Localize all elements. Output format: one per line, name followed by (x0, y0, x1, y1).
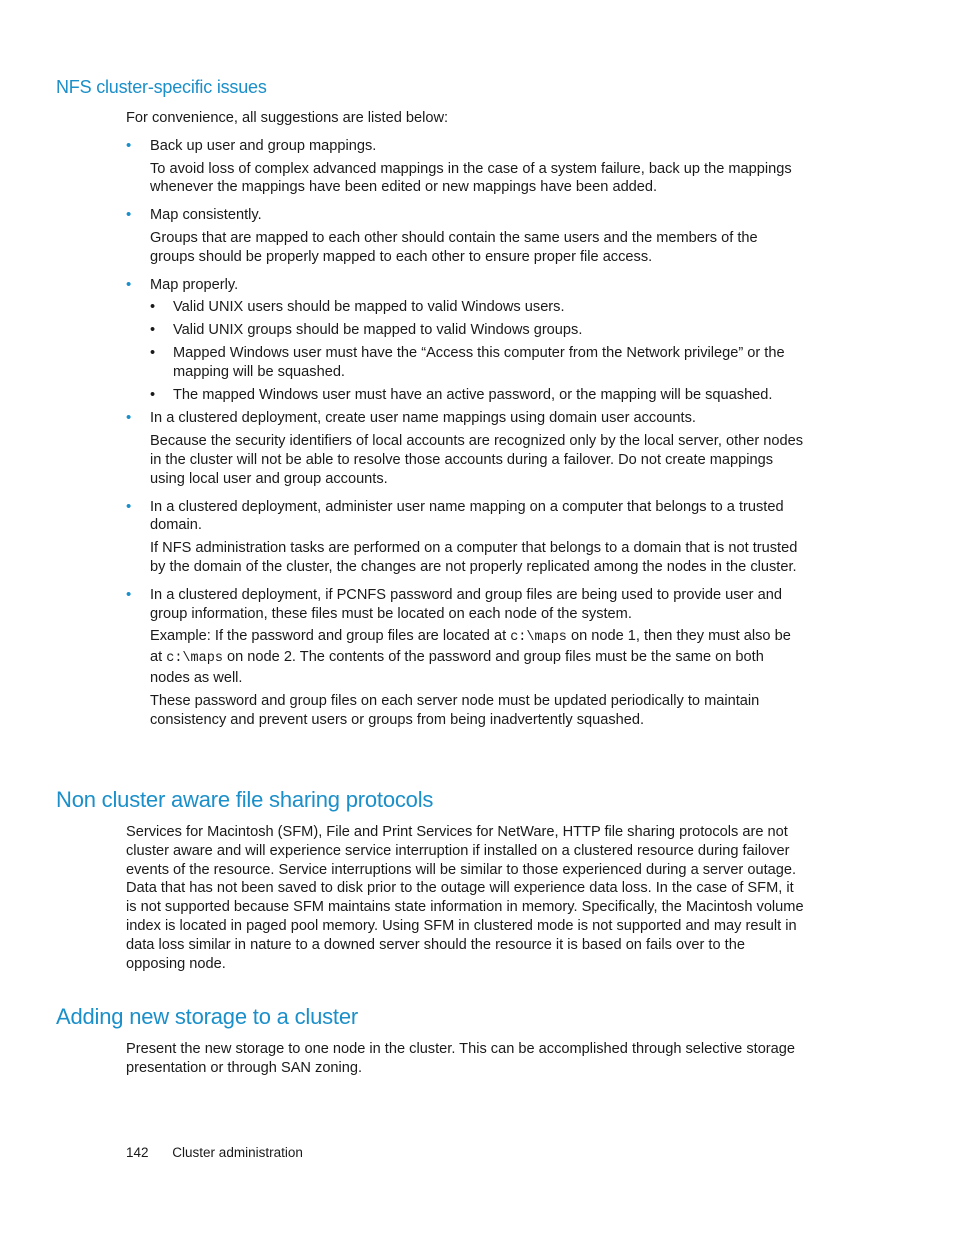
noncluster-paragraph: Services for Macintosh (SFM), File and Print Services for NetWare, HTTP file sharing protocols are not cluster aware and will experience service interruption if installed on a clustered resource during failover events of the resource. Service interruptions will be similar to those experienced during a server outage. Data that has not been saved to disk prior to the outage will experience data loss. In the case of SFM, it is not supported because SFM maintains state information in memory. Specifically, the Macintosh volume index is located in paged pool memory. Using SFM in clustered mode is not supported and may result in data loss similar in nature to a downed server should the resource it is based on fails over to the opposing node. (126, 824, 804, 972)
sub-bullet-text: The mapped Windows user must have an active password, or the mapping will be squashed. (173, 386, 773, 403)
chapter-title: Cluster administration (172, 1145, 303, 1160)
bullet-icon: • (126, 206, 132, 224)
storage-section-body (126, 1040, 806, 1078)
sub-bullet-list (150, 298, 806, 404)
bullet-detail: If NFS administration tasks are performed on a computer that belongs to a domain that is not trusted by the domain of the cluster, the changes are not properly replicated among the nodes in the cluster. (150, 540, 798, 575)
nfs-bullet-list (126, 137, 806, 730)
example-text: on node 2. The contents of the password and group files must be the same on both nodes as well. (150, 649, 764, 686)
sub-bullet-icon: • (150, 344, 156, 361)
page-number: 142 (126, 1145, 149, 1160)
noncluster-section-body (126, 823, 806, 973)
bullet-title: Back up user and group mappings. (150, 137, 377, 154)
sub-list-item (150, 344, 806, 382)
sub-bullet-icon: • (150, 386, 156, 403)
list-item (126, 409, 806, 488)
section-title-nfs: NFS cluster-specific issues (56, 77, 267, 97)
sub-bullet-icon: • (150, 322, 156, 339)
list-item (126, 586, 806, 730)
bullet-title: In a clustered deployment, if PCNFS password and group files are being used to provide user and group information, these files must be located on each node of the system. (150, 586, 782, 622)
sub-list-item (150, 298, 806, 317)
sub-bullet-icon: • (150, 299, 156, 316)
bullet-icon: • (126, 497, 132, 515)
example-text: Example: If the password and group files are located at (150, 628, 511, 645)
bullet-icon: • (126, 275, 132, 293)
list-item (126, 276, 806, 405)
bullet-title: Map properly. (150, 276, 239, 293)
bullet-icon: • (126, 136, 132, 154)
bullet-detail: To avoid loss of complex advanced mappings in the case of a system failure, back up the mappings whenever the mappings have been edited or new mappings have been added. (150, 160, 792, 196)
list-item (126, 498, 806, 577)
bullet-title: In a clustered deployment, create user name mappings using domain user accounts. (150, 410, 696, 427)
sub-list-item (150, 386, 806, 405)
nfs-section-body (126, 109, 806, 729)
path-code: c:\maps (166, 651, 223, 667)
bullet-title: In a clustered deployment, administer user name mapping on a computer that belongs to a trusted domain. (150, 498, 784, 534)
bullet-detail: Because the security identifiers of local accounts are recognized only by the local server, other nodes in the cluster will not be able to resolve those accounts during a failover. Do not create mappings using local user and group accounts. (150, 433, 804, 487)
bullet-icon: • (126, 409, 132, 427)
example-text: on node 1, then they must also be at (150, 628, 791, 666)
nfs-intro: For convenience, all suggestions are listed below: (126, 110, 449, 126)
sub-bullet-text: Mapped Windows user must have the “Access this computer from the Network privilege” or the mapping will be squashed. (173, 344, 785, 380)
page-footer (126, 1145, 303, 1160)
bullet-detail: Groups that are mapped to each other should contain the same users and the members of the groups should be properly mapped to each other to ensure proper file access. (150, 229, 758, 265)
sub-bullet-text: Valid UNIX users should be mapped to valid Windows users. (173, 299, 565, 316)
bullet-icon: • (126, 585, 132, 603)
section-title-noncluster: Non cluster aware file sharing protocols (56, 787, 434, 812)
sub-bullet-text: Valid UNIX groups should be mapped to valid Windows groups. (173, 322, 583, 339)
bullet-detail: These password and group files on each server node must be updated periodically to maintain consistency and prevent users or groups from being inadvertently squashed. (150, 692, 760, 728)
bullet-title: Map consistently. (150, 207, 262, 224)
sub-list-item (150, 321, 806, 340)
bullet-example (150, 627, 806, 687)
list-item (126, 137, 806, 197)
section-title-storage: Adding new storage to a cluster (56, 1004, 358, 1029)
list-item (126, 206, 806, 266)
storage-paragraph: Present the new storage to one node in the cluster. This can be accomplished through selective storage presentation or through SAN zoning. (126, 1041, 796, 1076)
path-code: c:\maps (510, 630, 567, 646)
